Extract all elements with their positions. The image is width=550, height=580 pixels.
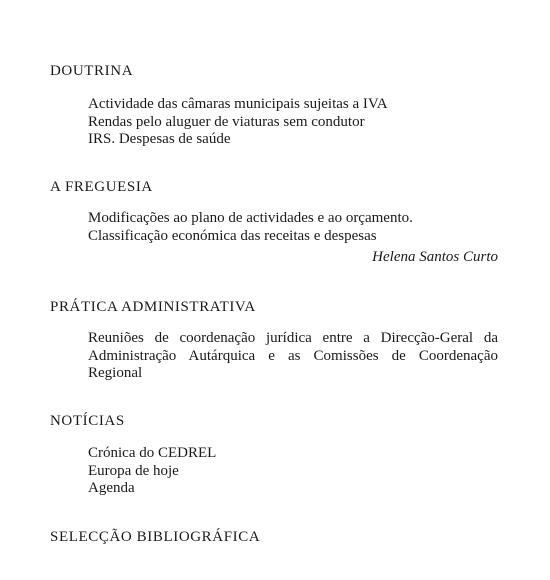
list-item: Modificações ao plano de actividades e ao orçamento. (88, 210, 413, 226)
list-item: Europa de hoje (88, 462, 179, 479)
author-name: Helena Santos Curto (372, 249, 498, 265)
section-items-doutrina (88, 96, 388, 149)
section-items-freguesia (88, 210, 413, 245)
list-item: Classificação económica das receitas e despesas (88, 227, 377, 244)
section-items-noticias (88, 445, 216, 498)
section-title-doutrina: DOUTRINA (50, 63, 134, 79)
section-title-seleccao-bibliografica: SELECÇÃO BIBLIOGRÁFICA (50, 529, 261, 545)
section-title-freguesia: A FREGUESIA (50, 179, 153, 195)
section-paragraph-pratica-administrativa: Reuniões de coordenação jurídica entre a Direcção-Geral da Administração Autárquica e as Comissões de Coordenação Regional (88, 330, 498, 381)
list-item: Rendas pelo aluguer de viaturas sem condutor (88, 113, 365, 130)
list-item: IRS. Despesas de saúde (88, 131, 231, 147)
section-title-noticias: NOTÍCIAS (50, 413, 125, 429)
list-item: Agenda (88, 480, 135, 496)
list-item: Actividade das câmaras municipais sujeitas a IVA (88, 96, 388, 112)
list-item: Crónica do CEDREL (88, 445, 217, 461)
section-title-pratica-administrativa: PRÁTICA ADMINISTRATIVA (50, 299, 256, 315)
